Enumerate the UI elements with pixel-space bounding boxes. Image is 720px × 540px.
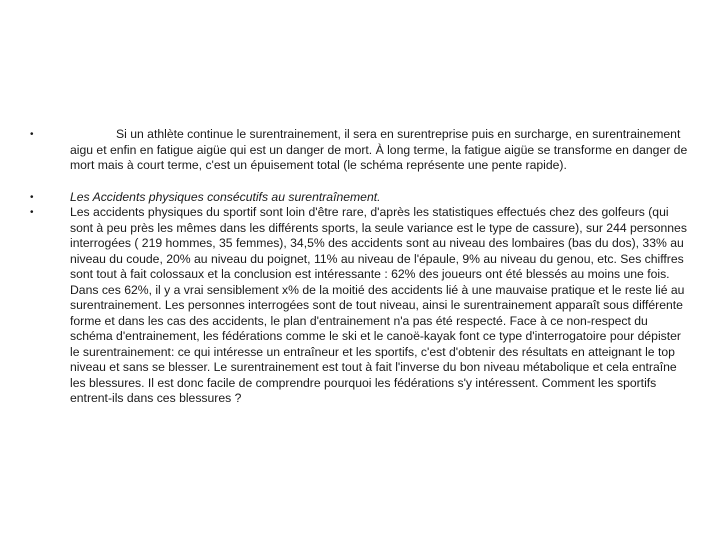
bullet-item-accidents bbox=[30, 205, 690, 407]
bullet-dot-icon: • bbox=[30, 129, 34, 140]
bullet-dot-icon: • bbox=[30, 191, 34, 203]
bullet-item-surentrainement bbox=[30, 127, 690, 174]
paragraph-surentrainement: Si un athlète continue le surentrainement, il sera en surentreprise puis en surcharge, en surentrainement aigu et enfin en fatigue aigüe qui est un danger de mort. À long terme, la fatigue aigüe se transforme en danger de mort mais à court terme, c'est un épuisement total (le schéma représente une pente rapide). bbox=[70, 127, 688, 172]
bullet-dot-icon: • bbox=[30, 207, 34, 218]
bullet-list bbox=[30, 127, 690, 407]
paragraph-accidents: Les accidents physiques du sportif sont loin d'être rare, d'après les statistiques effectués chez des golfeurs (qui sont à peu près les mêmes dans les différents sports, la seule variance est le type de cassure), sur 244 personnes interrogées ( 219 hommes, 35 femmes), 34,5% des accidents sont au niveau des lombaires (bas du dos), 33% au niveau du coude, 20% au niveau du poignet, 11% au niveau de l'épaule, 9% au niveau du genou, etc. Ses chiffres sont tout à fait colossaux et la conclusion est intéressante : 62% des joueurs ont été blessés au moins une fois. Dans ces 62%, il y a vrai sensiblement x% de la moitié des accidents lié à une mauvaise pratique et le reste lié au surentrainement. Les personnes interrogées sont de tout niveau, ainsi le surentrainement apparaît sous différente forme et dans les cas des accidents, le plan d'entrainement n'a pas été respecté. Face à ce non-respect du schéma d'entrainement, les fédérations comme le ski et le canoë-kayak font ce type d'interrogatoire pour dépister le surentrainement: ce qui intéresse un entraîneur et les sportifs, c'est d'obtenir des résultats en atteignant le top niveau et sans se blesser. Le surentrainement est tout à fait l'inverse du bon niveau métabolique et cela entraîne les blessures. Il est donc facile de comprendre pourquoi les fédérations s'y intéressent. Comment les sportifs entrent-ils dans ces blessures ? bbox=[70, 205, 687, 405]
bullet-item-heading bbox=[30, 190, 690, 206]
section-heading: Les Accidents physiques consécutifs au surentraînement. bbox=[70, 189, 381, 204]
bullet-spacer bbox=[30, 174, 690, 190]
